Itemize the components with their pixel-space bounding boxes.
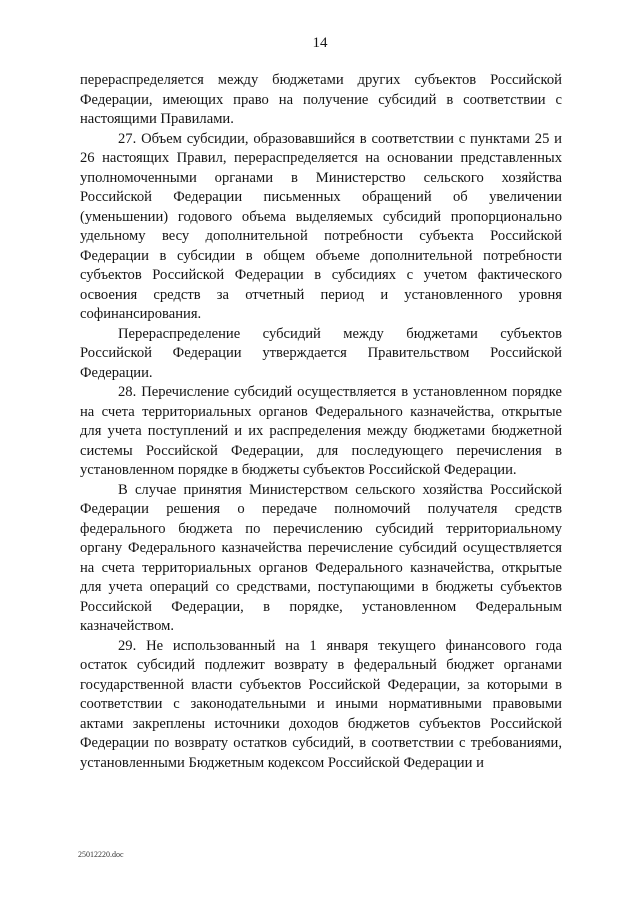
- paragraph-continuation: перераспределяется между бюджетами других субъектов Российской Федерации, имеющих право на получение субсидий в соответствии с настоящими Правилами.: [80, 72, 562, 127]
- paragraph-item-29: 29. Не использованный на 1 января текущего финансового года остаток субсидий подлежит возврату в федеральный бюджет органами государственной власти субъектов Российской Федерации, за которыми в соответствии с законодательными и иными нормативными правовыми актами закреплены источники доходов бюджетов субъектов Российской Федерации по возврату остатков субсидий, в соответствии с требованиями, установленными Бюджетным кодексом Российской Федерации и: [80, 637, 562, 771]
- paragraph-treasury-transfer: В случае принятия Министерством сельского хозяйства Российской Федерации решения о передаче полномочий получателя средств федерального бюджета по перечислению субсидий территориальному органу Федерального казначейства перечисление субсидий осуществляется на счета территориальных органов Федерального казначейства, открытые для учета операций со средствами, поступающими в бюджеты субъектов Российской Федерации, в порядке, установленном Федеральным казначейством.: [80, 481, 562, 634]
- paragraph-item-28: 28. Перечисление субсидий осуществляется в установленном порядке на счета территориальных органов Федерального казначейства, открытые для учета поступлений и их распределения между бюджетами бюджетной системы Российской Федерации, для последующего перечисления в установленном порядке в бюджеты субъектов Российской Федерации.: [80, 384, 562, 478]
- document-body: [80, 71, 562, 773]
- paragraph-redistribution: Перераспределение субсидий между бюджетами субъектов Российской Федерации утверждается Правительством Российской Федерации.: [80, 325, 562, 381]
- paragraph-item-27: 27. Объем субсидии, образовавшийся в соответствии с пунктами 25 и 26 настоящих Правил, перераспределяется на основании представленных уполномоченными органами в Министерство сельского хозяйства Российской Федерации письменных обращений об увеличении (уменьшении) годового объема выделяемых субсидий пропорционально удельному весу дополнительной потребности субъекта Российской Федерации в субсидии в общем объеме дополнительной потребности субъектов Российской Федерации в субсидиях с учетом фактического освоения средств за отчетный период и установленного уровня софинансирования.: [80, 130, 562, 322]
- page-number: 14: [312, 35, 328, 51]
- document-file-code: 25012220.doc: [78, 850, 124, 859]
